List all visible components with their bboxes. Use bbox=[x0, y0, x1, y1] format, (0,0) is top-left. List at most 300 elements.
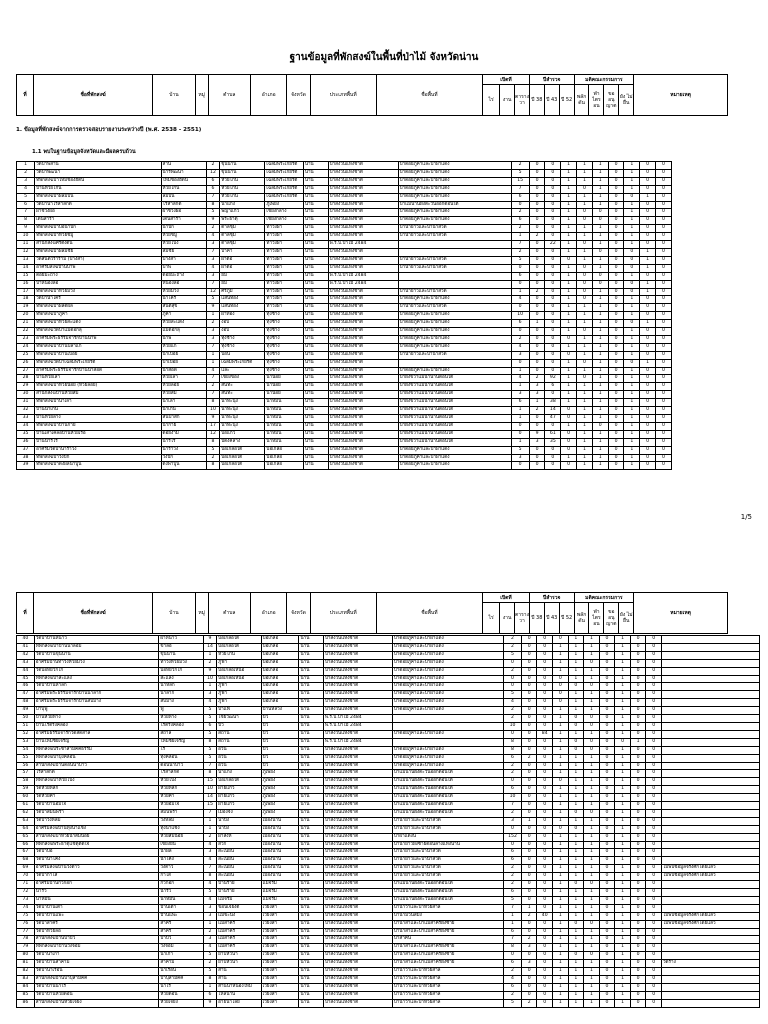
table-cell: 1 bbox=[568, 912, 584, 920]
col-tambon: ตำบล bbox=[208, 593, 251, 634]
table-cell: 15 bbox=[203, 778, 216, 786]
table-cell: ป่าแม่น่านฝั่งตะวันออกตอนใต้ bbox=[392, 896, 503, 904]
table-cell: แม่สาคร bbox=[217, 944, 261, 952]
table-cell: ป่าน้ำว้าและป่าห้วยสาลี bbox=[392, 904, 503, 912]
table-cell: ห้วยแก bbox=[161, 343, 206, 351]
table-cell: 3 bbox=[511, 391, 529, 399]
table-cell: พ.ร.บ.ป่าไม้ 2484 bbox=[328, 272, 398, 280]
table-cell: 0 bbox=[608, 272, 624, 280]
table-cell: เมืองจัง bbox=[217, 809, 261, 817]
table-cell: 4 bbox=[511, 343, 529, 351]
table-cell: 1 bbox=[640, 264, 656, 272]
col-ministry: ฟ่า ไตร อน bbox=[589, 603, 604, 634]
table-cell: 0 bbox=[640, 169, 656, 177]
table-cell: 29 bbox=[17, 383, 35, 391]
table-cell: 2 bbox=[504, 715, 522, 723]
table-cell: 0 bbox=[646, 699, 662, 707]
table-cell: 1 bbox=[553, 809, 569, 817]
table-cell: 0 bbox=[640, 462, 656, 470]
table-cell: 1 bbox=[584, 754, 600, 762]
table-cell: ปอน bbox=[220, 351, 265, 359]
table-cell: 5 bbox=[504, 691, 522, 699]
table-cell: แม่จริม bbox=[261, 881, 299, 889]
table-cell: 6 bbox=[511, 320, 529, 328]
table-cell: 47 bbox=[17, 691, 35, 699]
table-cell: 0 bbox=[608, 343, 624, 351]
table-cell: 1 bbox=[561, 383, 577, 391]
table-cell: 1 bbox=[584, 873, 600, 881]
table-cell: 0 bbox=[646, 691, 662, 699]
table-cell: 31 bbox=[17, 399, 35, 407]
table-cell: 2 bbox=[529, 375, 545, 383]
table-row bbox=[17, 960, 760, 968]
table-cell: ป่าน้ำมวนสมิง bbox=[392, 912, 503, 920]
table-cell: ห้วยสะแตง bbox=[161, 320, 206, 328]
table-cell: 0 bbox=[608, 162, 624, 170]
table-cell: 1 bbox=[592, 438, 608, 446]
table-cell: 0 bbox=[656, 328, 672, 336]
table-cell: 0 bbox=[599, 754, 615, 762]
table-row bbox=[17, 873, 760, 881]
table-cell: 0 bbox=[529, 415, 545, 423]
table-cell: 0 bbox=[537, 643, 553, 651]
table-cell: น่าน bbox=[299, 730, 323, 738]
col-wa: ตาราง วา bbox=[515, 85, 530, 116]
table-cell: 2 bbox=[511, 209, 529, 217]
table-cell: ป่าสงวนแห่งชาติ bbox=[328, 375, 398, 383]
table-cell: น่าน bbox=[299, 699, 323, 707]
table-cell: 1 bbox=[584, 786, 600, 794]
table-cell: วัดป่ากาไส bbox=[34, 873, 159, 881]
table-cell: 1 bbox=[568, 889, 584, 897]
table-cell: ดอยงาม bbox=[161, 430, 206, 438]
table-cell: 0 bbox=[577, 280, 593, 288]
table-cell: น่าน bbox=[299, 738, 323, 746]
table-cell: ห้วยคำ bbox=[159, 794, 203, 802]
table-cell: 53 bbox=[17, 738, 35, 746]
table-cell: 0 bbox=[553, 825, 569, 833]
table-cell: 1 bbox=[568, 754, 584, 762]
table-cell: ภูฟ้า bbox=[217, 683, 261, 691]
table-cell: บ่อเกลือเหนือ bbox=[217, 675, 261, 683]
table-cell: 1 bbox=[568, 636, 584, 644]
table-cell: 1 bbox=[568, 659, 584, 667]
table-cell: 12 bbox=[17, 248, 35, 256]
table-cell: 0 bbox=[656, 438, 672, 446]
table-cell bbox=[661, 651, 759, 659]
table-cell: น่าน bbox=[303, 407, 328, 415]
table-cell: น่าน bbox=[299, 683, 323, 691]
table-cell: 0 bbox=[545, 162, 561, 170]
table-row bbox=[17, 722, 760, 730]
table-cell: 0 bbox=[529, 248, 545, 256]
table-cell: 2 bbox=[521, 912, 537, 920]
table-cell: 1 bbox=[592, 335, 608, 343]
table-cell: ป่าสงวนแห่งชาติ bbox=[323, 825, 392, 833]
table-cell: 0 bbox=[537, 762, 553, 770]
table-cell: 4 bbox=[203, 841, 216, 849]
table-cell: 0 bbox=[545, 272, 561, 280]
table-cell: 5 bbox=[203, 968, 216, 976]
table-cell: 0 bbox=[529, 462, 545, 470]
table-cell: 1 bbox=[584, 896, 600, 904]
table-cell: วัดสันติวราราม (ปางสา) bbox=[35, 256, 161, 264]
table-cell: 0 bbox=[545, 446, 561, 454]
table-cell: 1 bbox=[592, 162, 608, 170]
table-cell: 79 bbox=[17, 944, 35, 952]
table-row bbox=[17, 248, 672, 256]
table-cell: ห้วยชมู bbox=[161, 233, 206, 241]
table-cell: 1 bbox=[592, 415, 608, 423]
table-cell: ป่าสงวนแห่งชาติ bbox=[328, 438, 398, 446]
table-cell: 0 bbox=[646, 683, 662, 691]
table-cell: 1 bbox=[561, 304, 577, 312]
table-cell: 1 bbox=[577, 462, 593, 470]
table-cell: อาศรมบ้านกิ่วกอก bbox=[34, 881, 159, 889]
table-cell: 15 bbox=[511, 177, 529, 185]
table-cell: ลมปีน bbox=[161, 193, 206, 201]
table-cell: น่าน bbox=[299, 770, 323, 778]
table-cell: 0 bbox=[630, 667, 646, 675]
table-cell: ป่าสงวนแห่งชาติ bbox=[323, 975, 392, 983]
table-cell: ภูเพียง bbox=[261, 802, 299, 810]
table-cell: ที่พักสงฆ์ป่าบ้านกาย bbox=[35, 422, 161, 430]
table-cell: ป่าดอยภูคาและป่าผาแดง bbox=[398, 462, 511, 470]
table-cell: 1 bbox=[561, 375, 577, 383]
table-cell: 83 bbox=[17, 975, 35, 983]
table-cell: 0 bbox=[504, 841, 522, 849]
table-cell: วัดป่าบ้านขุนน่าน bbox=[34, 651, 159, 659]
table-cell: 1 bbox=[561, 209, 577, 217]
table-cell: 6 bbox=[206, 185, 220, 193]
table-cell: 1 bbox=[553, 786, 569, 794]
table-cell: 0 bbox=[640, 430, 656, 438]
table-cell: วัดป่าบ้านสาคาม bbox=[34, 960, 159, 968]
table-cell: 1 bbox=[615, 960, 631, 968]
table-cell: บ่อเกลือ bbox=[261, 675, 299, 683]
table-cell: น่าน bbox=[299, 975, 323, 983]
table-cell: ป่าสงวนแห่งชาติ bbox=[323, 857, 392, 865]
table-cell: โรสาลิกด์ bbox=[161, 201, 206, 209]
table-cell: 1 bbox=[592, 193, 608, 201]
table-cell: 1 bbox=[584, 794, 600, 802]
table-cell: 71 bbox=[17, 881, 35, 889]
table-cell: 1 bbox=[584, 833, 600, 841]
table-cell: 0 bbox=[521, 802, 537, 810]
table-cell: 0 bbox=[630, 817, 646, 825]
table-cell: 0 bbox=[504, 825, 522, 833]
table-cell: 0 bbox=[630, 873, 646, 881]
table-cell: น้ำพี bbox=[161, 335, 206, 343]
table-cell: ใหม่ช่องฮัตน์ bbox=[161, 177, 206, 185]
table-cell: น่าน bbox=[299, 707, 323, 715]
table-cell: 74 bbox=[17, 904, 35, 912]
table-cell: 1 bbox=[584, 904, 600, 912]
table-cell: 0 bbox=[630, 865, 646, 873]
table-cell: 0 bbox=[608, 185, 624, 193]
table-cell: 10 bbox=[504, 794, 522, 802]
table-cell: 0 bbox=[646, 707, 662, 715]
table-cell: 0 bbox=[511, 304, 529, 312]
table-cell: 0 bbox=[545, 454, 561, 462]
table-cell: ป่าน้ำยาวและป่าน้ำสวด bbox=[398, 351, 511, 359]
table-cell: 1 bbox=[568, 643, 584, 651]
table-cell: 85 bbox=[17, 991, 35, 999]
table-cell: 0 bbox=[537, 809, 553, 817]
table-cell: 1 bbox=[624, 225, 640, 233]
table-row bbox=[17, 256, 672, 264]
table-cell: 1 bbox=[624, 454, 640, 462]
table-cell: ป่าน้ำว้าและป่าห้วยสาลี bbox=[392, 991, 503, 999]
table-cell: 3 bbox=[206, 272, 220, 280]
table-cell: 16 bbox=[17, 280, 35, 288]
table-cell: ป่าดอยภูคาและป่าผาแดง bbox=[392, 746, 503, 754]
table-cell: สะแลง bbox=[159, 675, 203, 683]
table-cell: 1 bbox=[584, 928, 600, 936]
table-cell: 3 bbox=[203, 849, 216, 857]
table-row bbox=[17, 857, 760, 865]
table-cell: อาศรมพระธรรมจาริกบ้านน้ำพี bbox=[35, 335, 161, 343]
table-cell: บ้านร่าย bbox=[217, 889, 261, 897]
table-cell: ยาบหัวนา bbox=[217, 952, 261, 960]
table-cell: เวียงสา bbox=[261, 944, 299, 952]
table-cell: แสนทอง bbox=[220, 296, 265, 304]
table-cell: 1 bbox=[561, 359, 577, 367]
table-cell: ปัว bbox=[261, 722, 299, 730]
table-cell: 48 bbox=[17, 699, 35, 707]
table-cell: 0 bbox=[599, 683, 615, 691]
table-cell bbox=[661, 715, 759, 723]
table-cell: สำนักสงฆ์ศรีตั้งตน bbox=[35, 241, 161, 249]
col-village: บ้าน bbox=[153, 593, 196, 634]
table-cell: ป่าสงวนแห่งชาติ bbox=[328, 233, 398, 241]
table-cell: 0 bbox=[640, 446, 656, 454]
table-cell: นาหมื่น bbox=[265, 407, 303, 415]
table-cell: 0 bbox=[545, 351, 561, 359]
table-cell: ป่าดอยภูคาและป่าผาแดง bbox=[392, 754, 503, 762]
table-cell: น่าน bbox=[299, 802, 323, 810]
table-cell: 1 bbox=[561, 169, 577, 177]
table-cell: วัดป่าบ้านอิ่มใจ bbox=[34, 802, 159, 810]
table-cell: 1 bbox=[615, 675, 631, 683]
table-cell: 1 bbox=[577, 446, 593, 454]
table-cell: น้ำรัว bbox=[159, 889, 203, 897]
table-cell: 1 bbox=[615, 730, 631, 738]
table-cell: 0 bbox=[521, 889, 537, 897]
table-cell: ท่าวังห้วยม่วง bbox=[159, 659, 203, 667]
table-cell: ท่าวังผา bbox=[265, 288, 303, 296]
table-cell: ป่าสงวนแห่งชาติ bbox=[323, 833, 392, 841]
table-cell: ห้วยโป่ง bbox=[159, 778, 203, 786]
table-cell: ป่าสงวนแห่งชาติ bbox=[323, 730, 392, 738]
table-cell: 0 bbox=[624, 264, 640, 272]
table-cell: 8 bbox=[17, 217, 35, 225]
table-cell: 7 bbox=[504, 904, 522, 912]
table-cell: 67 bbox=[17, 849, 35, 857]
table-cell: วัดป่าสมนพรา bbox=[34, 809, 159, 817]
table-cell: 40 bbox=[17, 636, 35, 644]
table-cell: ที่พักสงฆ์ป่าผลมปีน bbox=[35, 193, 161, 201]
table-cell: 3 bbox=[521, 960, 537, 968]
table-cell: 1 bbox=[568, 849, 584, 857]
table-cell: ภูฟ้า bbox=[217, 691, 261, 699]
table-cell: ป่าดอยภูคาและป่าผาแดง bbox=[392, 699, 503, 707]
table-cell: 1 bbox=[561, 185, 577, 193]
table-cell: 0 bbox=[529, 351, 545, 359]
table-cell: 0 bbox=[608, 383, 624, 391]
table-cell: บ่อเกลือ bbox=[265, 462, 303, 470]
table-cell: ปางสา bbox=[161, 256, 206, 264]
table-cell: สำนักสงฆ์บ้านดอนนาบาว bbox=[34, 762, 159, 770]
table-cell: 1 bbox=[584, 802, 600, 810]
table-row bbox=[17, 715, 760, 723]
table-cell: 1 bbox=[577, 193, 593, 201]
table-cell: 0 bbox=[561, 446, 577, 454]
table-cell: 1 bbox=[561, 217, 577, 225]
table-cell: วัดป่าบ้านห้วยดอน bbox=[34, 991, 159, 999]
table-cell: 0 bbox=[545, 233, 561, 241]
table-cell: ที่พักสงฆ์ป่านาเลา bbox=[35, 399, 161, 407]
table-cell: 1 bbox=[577, 454, 593, 462]
table-row bbox=[17, 991, 760, 999]
table-cell: 1 bbox=[624, 209, 640, 217]
table-cell: 1 bbox=[615, 912, 631, 920]
table-cell: ปาพ bbox=[161, 264, 206, 272]
table-row bbox=[17, 304, 672, 312]
table-cell: 1 bbox=[561, 328, 577, 336]
table-cell: 10 bbox=[17, 233, 35, 241]
table-cell: 0 bbox=[529, 217, 545, 225]
table-cell: 1 bbox=[511, 407, 529, 415]
table-cell: อาศรมสงฆ์บ้านปาพ bbox=[35, 264, 161, 272]
table-cell: ป่าสงวนแห่งชาติ bbox=[323, 873, 392, 881]
table-cell: เมืองน่าน bbox=[261, 857, 299, 865]
table-cell: ป่าสงวนแห่งชาติ bbox=[328, 248, 398, 256]
table-cell: 0 bbox=[656, 280, 672, 288]
table-cell: 1 bbox=[561, 343, 577, 351]
table-cell: 0 bbox=[529, 328, 545, 336]
table-cell: 0 bbox=[592, 280, 608, 288]
table-cell: 0 bbox=[656, 193, 672, 201]
table-cell: ป่าดอยภูคาและป่าผาแดง bbox=[398, 312, 511, 320]
table-cell: ดอยมะถาง bbox=[35, 272, 161, 280]
table-cell: 0 bbox=[537, 991, 553, 999]
table-cell: น่าน bbox=[303, 248, 328, 256]
table-cell: น่าน bbox=[299, 715, 323, 723]
table-cell: ป่าผาแดงน bbox=[392, 833, 503, 841]
col-amphoe: อำเภอ bbox=[251, 75, 287, 116]
table-cell: 58 bbox=[17, 778, 35, 786]
table-cell: ใหม่ชัยเจริญ bbox=[159, 738, 203, 746]
table-cell: น่าน bbox=[303, 233, 328, 241]
table-cell: 6 bbox=[17, 201, 35, 209]
table-cell: 0 bbox=[608, 367, 624, 375]
table-cell: ปัว bbox=[261, 754, 299, 762]
table-cell: 0 bbox=[584, 683, 600, 691]
table-row bbox=[17, 794, 760, 802]
table-cell: 0 bbox=[608, 248, 624, 256]
table-cell: พ.ร.บ.ป่าไม้ 2484 bbox=[328, 241, 398, 249]
table-cell: ป่าน้ำสาและป่าแม่สาครฝั่งซ้าย bbox=[392, 944, 503, 952]
table-cell: 1 bbox=[640, 288, 656, 296]
table-cell: 0 bbox=[537, 952, 553, 960]
table-cell: 0 bbox=[640, 367, 656, 375]
table-cell: 1 bbox=[624, 375, 640, 383]
table-cell: 0 bbox=[521, 928, 537, 936]
table-cell: 59 bbox=[17, 786, 35, 794]
table-cell: ป่าดอยภูคาและป่าผาแดง bbox=[398, 335, 511, 343]
table-cell: 0 bbox=[608, 288, 624, 296]
table-cell: พระธาตุ bbox=[220, 217, 265, 225]
table-cell: 1 bbox=[577, 312, 593, 320]
table-cell: เวียงสา bbox=[261, 968, 299, 976]
table-cell: น้ำรีพัฒนา bbox=[161, 169, 206, 177]
table-cell: 2 bbox=[504, 643, 522, 651]
table-cell: น่าน bbox=[303, 335, 328, 343]
table-cell: 1 bbox=[592, 201, 608, 209]
table-row bbox=[17, 312, 672, 320]
table-cell bbox=[661, 730, 759, 738]
table-cell bbox=[661, 991, 759, 999]
table-cell: 1 bbox=[615, 643, 631, 651]
table-cell: ป่าน้ำยาวและป่าน้ำสวด bbox=[392, 873, 503, 881]
table-cell: 0 bbox=[608, 438, 624, 446]
group-ownership: มติคณะกรรมการ bbox=[574, 593, 634, 603]
table-cell: 2 bbox=[504, 968, 522, 976]
table-cell: 0 bbox=[521, 715, 537, 723]
table-cell: 0 bbox=[646, 912, 662, 920]
table-cell: นาน้อย bbox=[265, 375, 303, 383]
table-cell: 20 bbox=[17, 312, 35, 320]
table-cell: 0 bbox=[640, 391, 656, 399]
col-village: บ้าน bbox=[153, 75, 196, 116]
table-cell: ดงพาปูน bbox=[161, 462, 206, 470]
table-cell: 1 bbox=[615, 699, 631, 707]
table-cell: 0 bbox=[646, 825, 662, 833]
table-cell: 1 bbox=[577, 201, 593, 209]
table-cell: น่าน bbox=[303, 177, 328, 185]
col-no-permission: ยัง ไม่ ยื่น bbox=[619, 603, 634, 634]
table-cell: ป่าดอยภูคาและป่าผาแดง bbox=[392, 707, 503, 715]
table-cell: ป่าสงวนแห่งชาติ bbox=[328, 446, 398, 454]
table-cell: น่าน bbox=[303, 169, 328, 177]
table-cell: 1 bbox=[553, 975, 569, 983]
table-cell: 0 bbox=[646, 715, 662, 723]
table-cell: ป่าฝั่งขวาแม่น้ำน่านตอนใต้ bbox=[398, 391, 511, 399]
table-cell: บ้านเต๋า bbox=[159, 904, 203, 912]
table-cell: 0 bbox=[608, 328, 624, 336]
table-cell: 1 bbox=[511, 288, 529, 296]
table-row bbox=[17, 707, 760, 715]
table-cell: 0 bbox=[608, 407, 624, 415]
table-cell: 3 bbox=[521, 944, 537, 952]
table-cell: 0 bbox=[608, 430, 624, 438]
table-cell: ป่าสงวนแห่งชาติ bbox=[328, 454, 398, 462]
table-cell: 1 bbox=[592, 446, 608, 454]
table-cell: 0 bbox=[646, 873, 662, 881]
table-cell: ปิตงคลาง bbox=[220, 438, 265, 446]
table-cell: เฉลิมพระเกียรติ bbox=[265, 169, 303, 177]
table-cell: 1 bbox=[624, 399, 640, 407]
table-cell: ป่าดอยภูคาและป่าผาแดง bbox=[398, 328, 511, 336]
table-cell: 0 bbox=[630, 881, 646, 889]
table-cell: วัดป่าบ่อ bbox=[34, 849, 159, 857]
table-row bbox=[17, 802, 760, 810]
table-cell: 0 bbox=[537, 707, 553, 715]
table-cell: 0 bbox=[599, 636, 615, 644]
table-cell: 26 bbox=[17, 359, 35, 367]
table-cell: 0 bbox=[521, 762, 537, 770]
